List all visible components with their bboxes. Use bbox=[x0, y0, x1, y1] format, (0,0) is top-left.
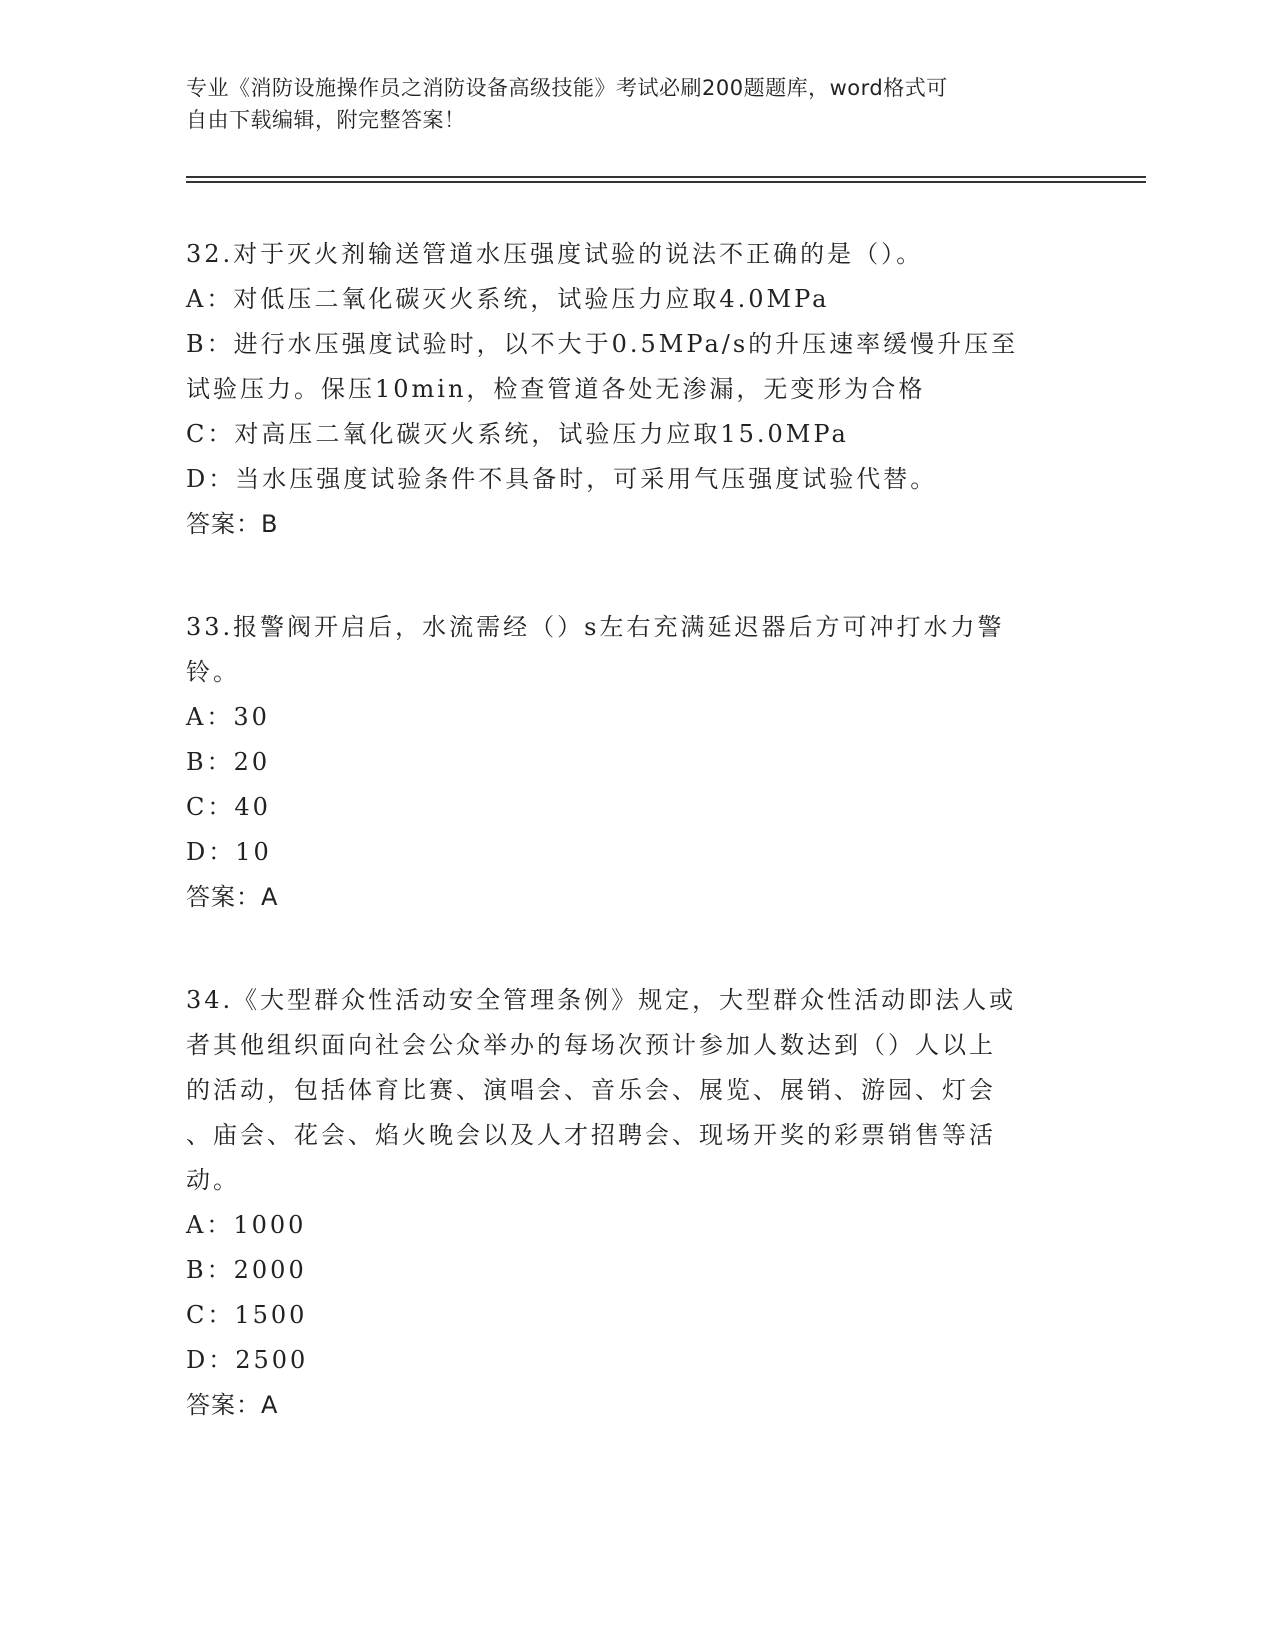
question-stem-line: 33.报警阀开启后，水流需经（）s左右充满延迟器后方可冲打水力警 bbox=[186, 613, 1005, 641]
option-c: C：40 bbox=[186, 793, 271, 821]
option-d: D：当水压强度试验条件不具备时，可采用气压强度试验代替。 bbox=[186, 465, 938, 493]
option-c: C：对高压二氧化碳灭火系统，试验压力应取15.0MPa bbox=[186, 420, 849, 448]
option-a: A：1000 bbox=[186, 1211, 307, 1239]
option-a: A：对低压二氧化碳灭火系统，试验压力应取4.0MPa bbox=[186, 285, 830, 313]
question-stem-line: 铃。 bbox=[186, 658, 240, 686]
question-34 bbox=[186, 978, 1066, 1428]
question-33 bbox=[186, 605, 1066, 920]
question-stem-line: 动。 bbox=[186, 1166, 240, 1194]
header-line-1: 专业《消防设施操作员之消防设备高级技能》考试必刷200题题库，word格式可 bbox=[186, 76, 948, 100]
answer-label: 答案：B bbox=[186, 510, 279, 538]
question-stem-line: 者其他组织面向社会公众举办的每场次预计参加人数达到（）人以上 bbox=[186, 1031, 996, 1059]
question-stem-line: 、庙会、花会、焰火晚会以及人才招聘会、现场开奖的彩票销售等活 bbox=[186, 1121, 996, 1149]
header-line-2: 自由下载编辑，附完整答案！ bbox=[186, 108, 466, 132]
option-d: D：2500 bbox=[186, 1346, 309, 1374]
question-stem-line: 32.对于灭火剂输送管道水压强度试验的说法不正确的是（）。 bbox=[186, 240, 924, 268]
document-header bbox=[186, 72, 1066, 136]
question-32 bbox=[186, 232, 1066, 547]
option-b: B：20 bbox=[186, 748, 271, 776]
answer-label: 答案：A bbox=[186, 1391, 279, 1419]
header-rule-bottom bbox=[186, 181, 1146, 183]
option-a: A：30 bbox=[186, 703, 270, 731]
option-c: C：1500 bbox=[186, 1301, 308, 1329]
option-b-line-2: 试验压力。保压10min，检查管道各处无渗漏，无变形为合格 bbox=[186, 375, 926, 403]
option-b: B：2000 bbox=[186, 1256, 307, 1284]
header-rule-top bbox=[186, 176, 1146, 178]
answer-label: 答案：A bbox=[186, 883, 279, 911]
question-stem-line: 34.《大型群众性活动安全管理条例》规定，大型群众性活动即法人或 bbox=[186, 986, 1017, 1014]
question-stem-line: 的活动，包括体育比赛、演唱会、音乐会、展览、展销、游园、灯会 bbox=[186, 1076, 996, 1104]
option-b-line-1: B：进行水压强度试验时，以不大于0.5MPa/s的升压速率缓慢升压至 bbox=[186, 330, 1019, 358]
question-list bbox=[186, 232, 1066, 1486]
option-d: D：10 bbox=[186, 838, 272, 866]
